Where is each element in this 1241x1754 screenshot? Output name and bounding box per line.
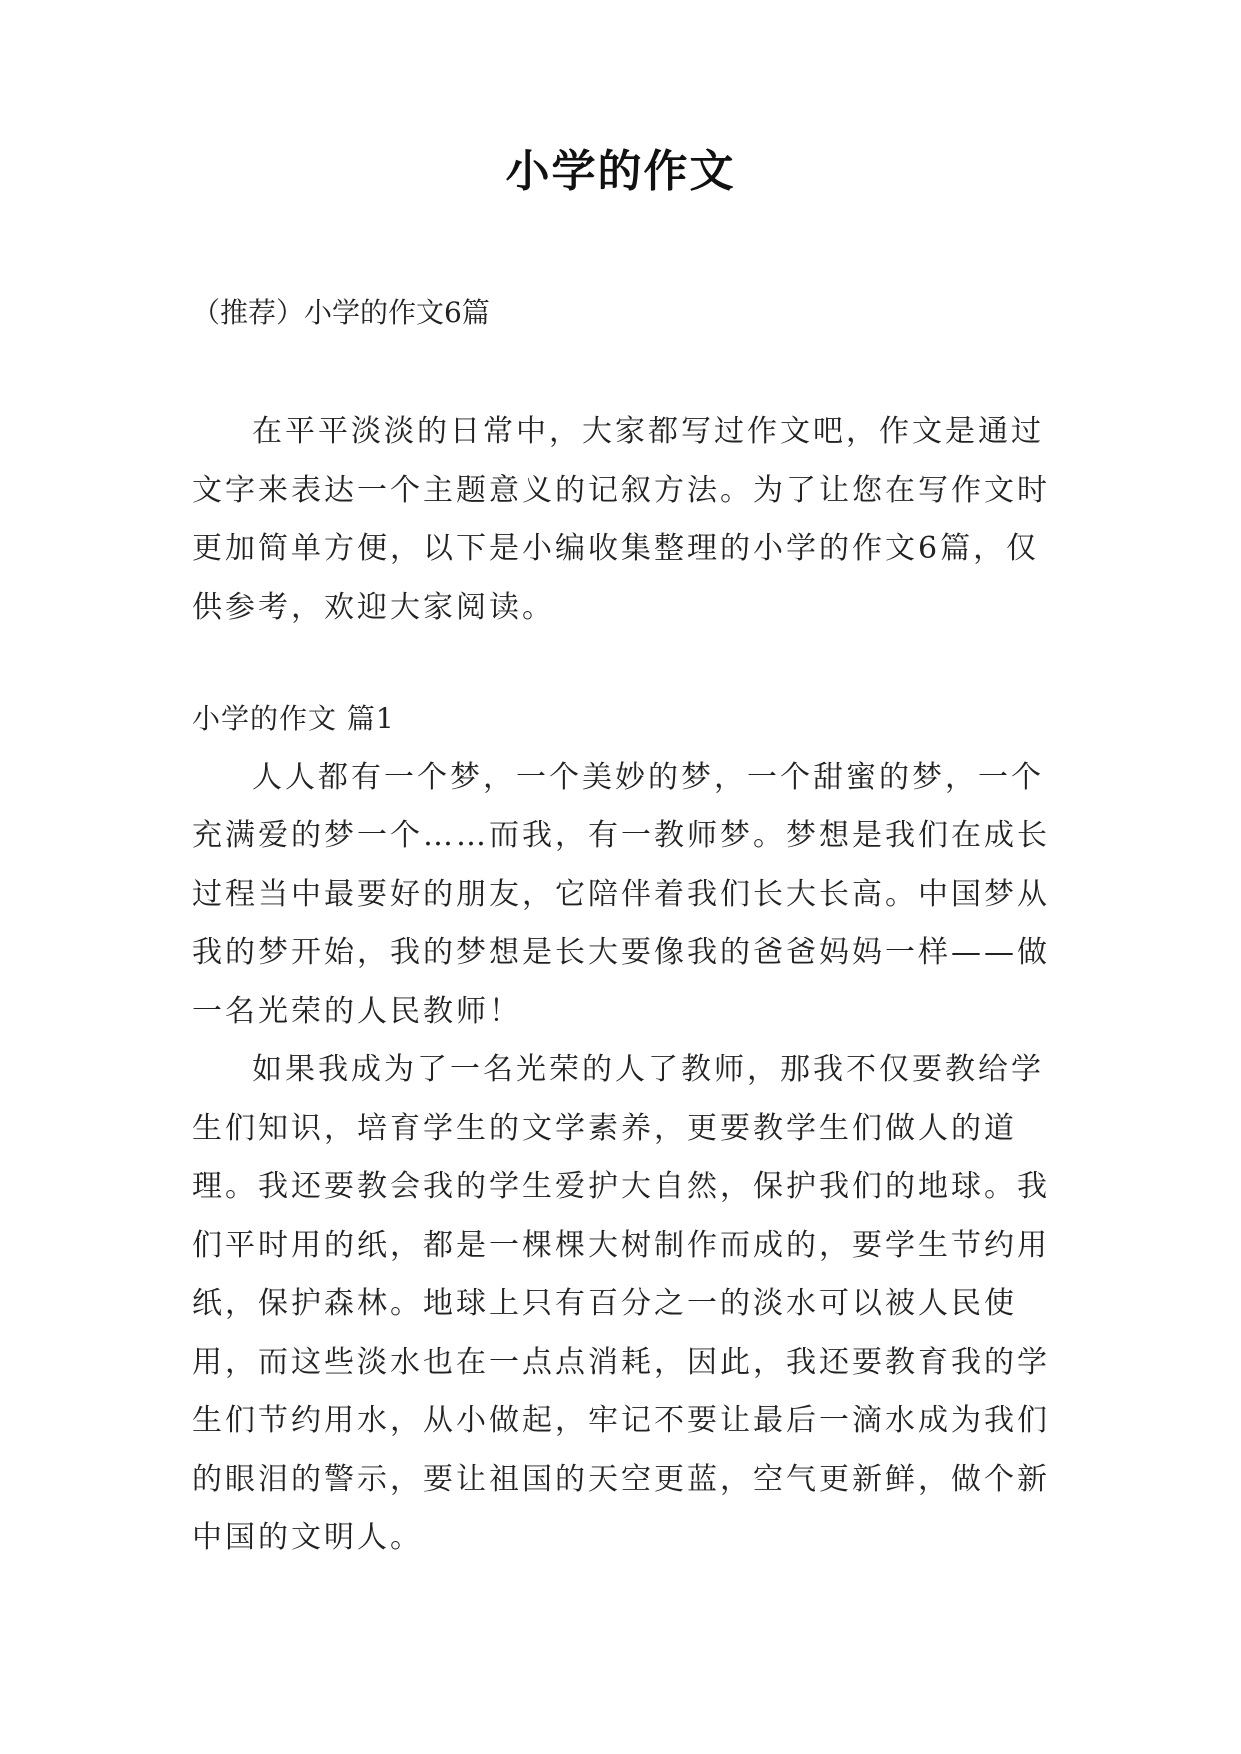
essay-paragraph-2: 如果我成为了一名光荣的人了教师，那我不仅要教给学生们知识，培育学生的文学素养，更要教学生们做人的道理。我还要教会我的学生爱护大自然，保护我们的地球。我们平时用的纸，都是一棵棵大树制作而成的，要学生节约用纸，保护森林。地球上只有百分之一的淡水可以被人民使用，而这些淡水也在一点点消耗，因此，我还要教育我的学生们节约用水，从小做起，牢记不要让最后一滴水成为我们的眼泪的警示，要让祖国的天空更蓝，空气更新鲜，做个新中国的文明人。	[192, 1052, 1050, 1555]
document-title: 小学的作文	[505, 146, 736, 197]
intro-paragraph: 在平平淡淡的日常中，大家都写过作文吧，作文是通过文字来表达一个主题意义的记叙方法。为了让您在写作文时更加简单方便，以下是小编收集整理的小学的作文6篇，仅供参考，欢迎大家阅读。	[192, 414, 1050, 625]
essay-paragraph-1: 人人都有一个梦，一个美妙的梦，一个甜蜜的梦，一个充满爱的梦一个……而我，有一教师梦。梦想是我们在成长过程当中最要好的朋友，它陪伴着我们长大长高。中国梦从我的梦开始，我的梦想是长大要像我的爸爸妈妈一样——做一名光荣的人民教师！	[192, 759, 1050, 1029]
document-subtitle: （推荐）小学的作文6篇	[192, 296, 490, 329]
section-heading: 小学的作文 篇1	[192, 702, 395, 735]
essay-section-1	[192, 690, 1050, 1568]
intro-block	[192, 403, 1050, 637]
